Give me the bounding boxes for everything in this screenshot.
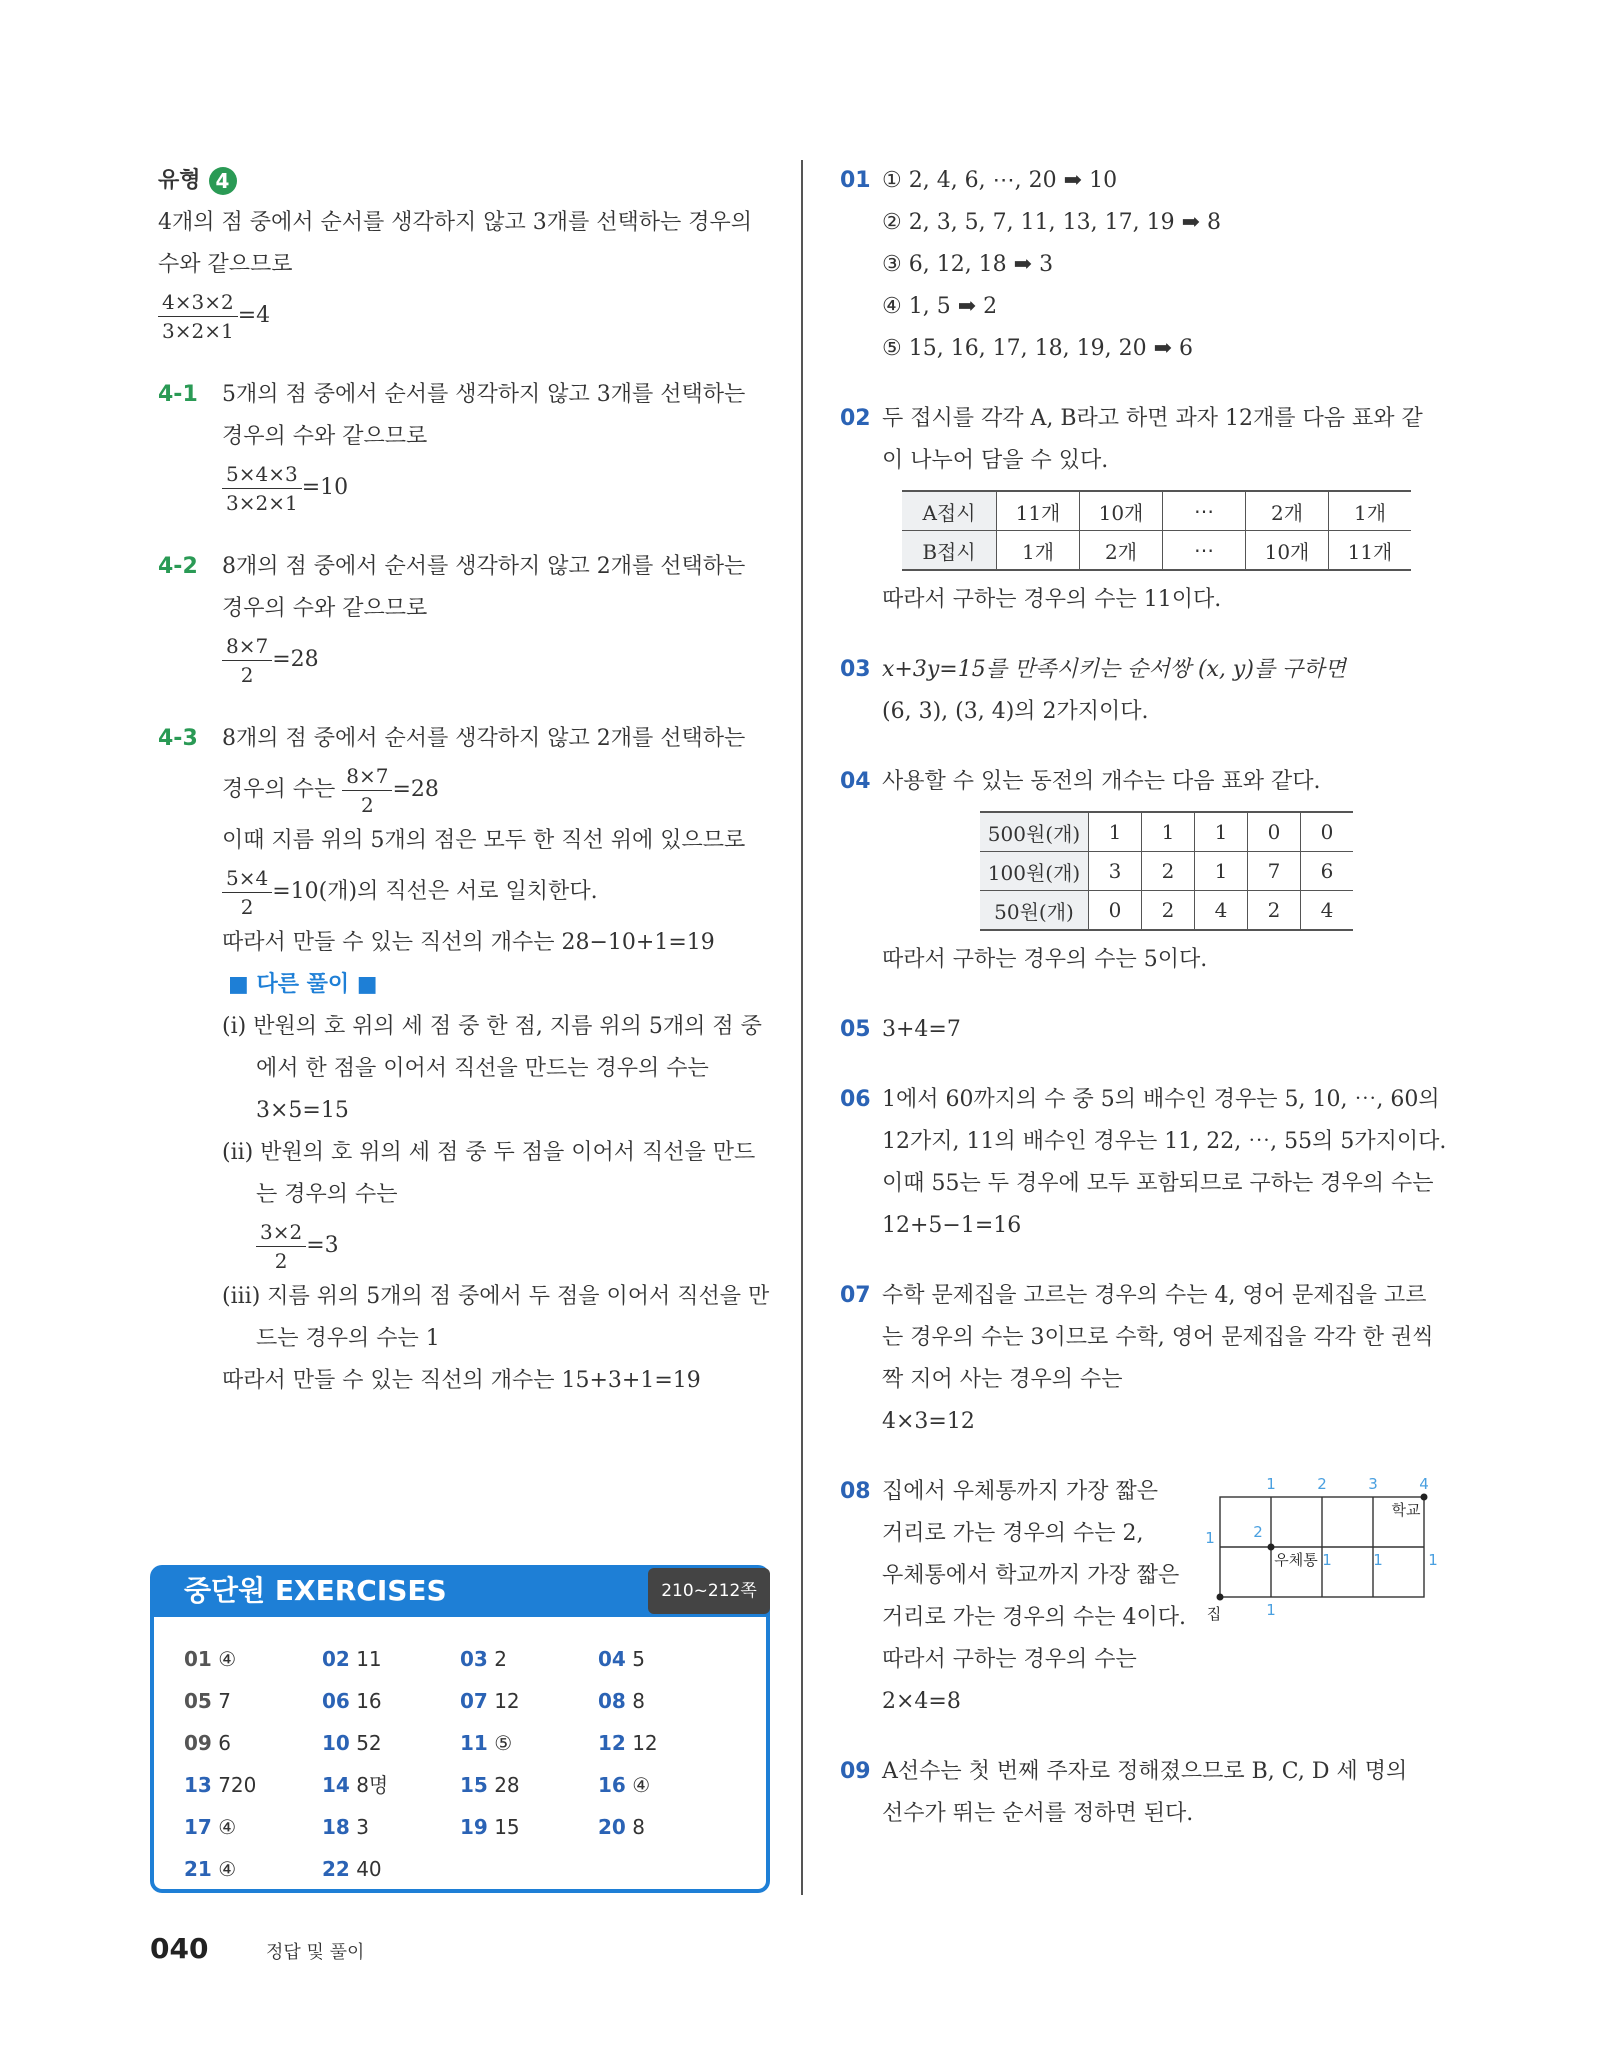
plates-table-cell: 2개 bbox=[1246, 491, 1329, 531]
answer-number: 07 bbox=[840, 1283, 871, 1308]
text-line: A선수는 첫 번째 주자로 정해졌으므로 B, C, D 세 명의 bbox=[882, 1759, 1408, 1784]
exercise-answer: 15 bbox=[487, 1815, 520, 1839]
exercise-answer-item bbox=[322, 1807, 460, 1847]
fraction-numerator: 4×3×2 bbox=[158, 288, 238, 317]
text-line: 8개의 점 중에서 순서를 생각하지 않고 2개를 선택하는 bbox=[222, 726, 746, 751]
exercise-answer-item bbox=[598, 1639, 736, 1679]
type-heading bbox=[158, 160, 778, 202]
fraction-denominator: 3×2×1 bbox=[226, 490, 298, 515]
text-line: 우체통에서 학교까지 가장 짧은 bbox=[882, 1563, 1180, 1588]
text-line: 따라서 구하는 경우의 수는 bbox=[882, 1647, 1137, 1672]
coins-table-cell: 0 bbox=[1248, 812, 1301, 852]
answer-04 bbox=[840, 761, 1460, 981]
text-line: 12+5−1=16 bbox=[882, 1213, 1022, 1238]
fraction-result: =4 bbox=[237, 303, 271, 328]
count-two: 2 bbox=[1253, 1523, 1263, 1541]
answer-number: 03 bbox=[840, 657, 871, 682]
exercise-answer: 8명 bbox=[349, 1773, 389, 1797]
plates-table-cell: ⋯ bbox=[1163, 531, 1246, 571]
count-top-4: 4 bbox=[1419, 1475, 1429, 1493]
exercise-number: 20 bbox=[598, 1815, 626, 1839]
exercise-answer: ④ bbox=[625, 1773, 651, 1797]
exercise-number: 18 bbox=[322, 1815, 350, 1839]
exercise-answer-item bbox=[460, 1723, 598, 1763]
coins-table-cell: 1 bbox=[1195, 852, 1248, 891]
coins-table bbox=[980, 811, 1353, 931]
exercise-answer: 8 bbox=[625, 1815, 645, 1839]
type-label: 유형 bbox=[158, 168, 201, 193]
count-top-1: 1 bbox=[1266, 1475, 1276, 1493]
answer-number: 04 bbox=[840, 769, 871, 794]
fraction-numerator: 3×2 bbox=[256, 1218, 306, 1247]
exercise-number: 07 bbox=[460, 1689, 488, 1713]
count-left-1: 1 bbox=[1205, 1529, 1215, 1547]
exercise-answer-item bbox=[322, 1765, 460, 1805]
text-line: ② 2, 3, 5, 7, 11, 13, 17, 19 ➡ 8 bbox=[882, 210, 1222, 235]
count-mid-2: 1 bbox=[1373, 1551, 1383, 1569]
coins-table-cell: 7 bbox=[1248, 852, 1301, 891]
fraction-line bbox=[222, 760, 778, 820]
right-column bbox=[840, 160, 1460, 1835]
text-line: ④ 1, 5 ➡ 2 bbox=[882, 294, 998, 319]
left-column bbox=[158, 160, 778, 1402]
exercise-answer-item bbox=[322, 1639, 460, 1679]
answer-05 bbox=[840, 1009, 1460, 1051]
text-line: 따라서 구하는 경우의 수는 11이다. bbox=[882, 587, 1222, 612]
answer-07 bbox=[840, 1275, 1460, 1443]
exercise-answer-item bbox=[460, 1807, 598, 1847]
exercise-number: 01 bbox=[184, 1647, 212, 1671]
text-line: (6, 3), (3, 4)의 2가지이다. bbox=[882, 699, 1149, 724]
exercise-answer-item bbox=[322, 1849, 460, 1889]
exercises-grid bbox=[184, 1639, 736, 1889]
problem-4-2 bbox=[158, 546, 778, 690]
problem-label: 4-2 bbox=[158, 554, 198, 579]
answer-02 bbox=[840, 398, 1460, 621]
exercises-answer-box bbox=[150, 1617, 770, 1893]
exercise-number: 16 bbox=[598, 1773, 626, 1797]
plates-table-cell: 11개 bbox=[1329, 531, 1412, 571]
fraction-result: =3 bbox=[306, 1233, 339, 1258]
count-top-3: 3 bbox=[1368, 1475, 1378, 1493]
intro-fraction bbox=[158, 286, 778, 346]
exercise-answer: 3 bbox=[349, 1815, 369, 1839]
exercise-answer: 5 bbox=[625, 1647, 645, 1671]
exercise-number: 04 bbox=[598, 1647, 626, 1671]
exercise-answer: 720 bbox=[211, 1773, 257, 1797]
exercise-answer: 52 bbox=[349, 1731, 382, 1755]
plates-table-row-header: B접시 bbox=[902, 531, 997, 571]
text-line: 5개의 점 중에서 순서를 생각하지 않고 3개를 선택하는 bbox=[222, 382, 746, 407]
fraction-numerator: 5×4×3 bbox=[222, 460, 302, 489]
exercise-answer-item bbox=[184, 1807, 322, 1847]
fraction-denominator: 2 bbox=[240, 662, 254, 687]
answer-09 bbox=[840, 1751, 1460, 1835]
exercise-answer-item bbox=[184, 1639, 322, 1679]
text-line: (ⅱ) 반원의 호 위의 세 점 중 두 점을 이어서 직선을 만드 bbox=[222, 1140, 756, 1165]
coins-table-cell: 0 bbox=[1301, 812, 1354, 852]
exercise-answer: 11 bbox=[349, 1647, 382, 1671]
text-line: 12가지, 11의 배수인 경우는 11, 22, ⋯, 55의 5가지이다. bbox=[882, 1129, 1447, 1154]
exercise-answer: 28 bbox=[487, 1773, 520, 1797]
text-line: 선수가 뛰는 순서를 정하면 된다. bbox=[882, 1801, 1194, 1826]
coins-table-row-header: 500원(개) bbox=[980, 812, 1089, 852]
fraction-line bbox=[222, 630, 778, 690]
plates-table-cell: 1개 bbox=[1329, 491, 1412, 531]
exercise-answer-item bbox=[184, 1849, 322, 1889]
coins-table-cell: 4 bbox=[1195, 891, 1248, 931]
text-line: 2×4=8 bbox=[882, 1689, 961, 1714]
footer-label: 정답 및 풀이 bbox=[266, 1942, 365, 1963]
text-line: 1에서 60까지의 수 중 5의 배수인 경우는 5, 10, ⋯, 60의 bbox=[882, 1087, 1440, 1112]
answer-08 bbox=[840, 1471, 1460, 1723]
text-line: 는 경우의 수는 3이므로 수학, 영어 문제집을 각각 한 권씩 bbox=[882, 1325, 1434, 1350]
fraction-result: =28 bbox=[272, 647, 319, 672]
text-line: 이때 55는 두 경우에 모두 포함되므로 구하는 경우의 수는 bbox=[882, 1171, 1434, 1196]
text-line: 드는 경우의 수는 1 bbox=[256, 1326, 440, 1351]
exercise-answer-item bbox=[598, 1681, 736, 1721]
fraction-denominator: 3×2×1 bbox=[162, 318, 234, 343]
fraction-result: =10 bbox=[301, 475, 349, 500]
answer-number: 09 bbox=[840, 1759, 871, 1784]
text-line: 짝 지어 사는 경우의 수는 bbox=[882, 1367, 1123, 1392]
coins-table-cell: 1 bbox=[1089, 812, 1142, 852]
answer-number: 06 bbox=[840, 1087, 871, 1112]
exercise-number: 05 bbox=[184, 1689, 212, 1713]
exercise-answer-item bbox=[184, 1765, 322, 1805]
plates-table bbox=[902, 490, 1411, 571]
text-line: 3×5=15 bbox=[256, 1098, 349, 1123]
text-line: 이 나누어 담을 수 있다. bbox=[882, 448, 1109, 473]
plates-table-cell: 2개 bbox=[1080, 531, 1163, 571]
fraction-numerator: 8×7 bbox=[342, 762, 392, 791]
exercise-answer: ④ bbox=[211, 1815, 237, 1839]
count-mid-3: 1 bbox=[1428, 1551, 1438, 1569]
fraction-numerator: 8×7 bbox=[222, 632, 272, 661]
plates-table-cell: 1개 bbox=[997, 531, 1080, 571]
exercise-answer-item bbox=[460, 1681, 598, 1721]
fraction-numerator: 5×4 bbox=[222, 864, 272, 893]
exercise-number: 11 bbox=[460, 1731, 488, 1755]
answer-number: 02 bbox=[840, 406, 871, 431]
exercise-answer: 2 bbox=[487, 1647, 507, 1671]
fraction-denominator: 2 bbox=[240, 894, 254, 919]
page-number: 040 bbox=[150, 1932, 209, 1965]
exercise-answer: 40 bbox=[349, 1857, 382, 1881]
text-line: 는 경우의 수는 bbox=[256, 1182, 398, 1207]
coins-table-cell: 6 bbox=[1301, 852, 1354, 891]
alternative-solution-label: ■ 다른 풀이 ■ bbox=[228, 972, 378, 997]
exercises-title: 중단원 EXERCISES bbox=[150, 1565, 770, 1617]
exercise-answer-item bbox=[598, 1807, 736, 1847]
exercise-number: 13 bbox=[184, 1773, 212, 1797]
coins-table-cell: 2 bbox=[1248, 891, 1301, 931]
exercise-answer-item bbox=[184, 1681, 322, 1721]
postbox-label: 우체통 bbox=[1274, 1551, 1318, 1569]
coins-table-cell: 4 bbox=[1301, 891, 1354, 931]
problem-label: 4-3 bbox=[158, 726, 198, 751]
exercise-answer: 6 bbox=[211, 1731, 231, 1755]
exercises-page-tag: 210~212쪽 bbox=[648, 1568, 770, 1614]
text-span: 경우의 수는 bbox=[222, 777, 336, 802]
text-line: 에서 한 점을 이어서 직선을 만드는 경우의 수는 bbox=[256, 1056, 709, 1081]
text-line: 이때 지름 위의 5개의 점은 모두 한 직선 위에 있으므로 bbox=[222, 828, 746, 853]
fraction-denominator: 2 bbox=[361, 792, 374, 817]
exercise-number: 14 bbox=[322, 1773, 350, 1797]
text-line: 따라서 구하는 경우의 수는 5이다. bbox=[882, 947, 1208, 972]
text-line: 8개의 점 중에서 순서를 생각하지 않고 2개를 선택하는 bbox=[222, 554, 746, 579]
count-mid-1: 1 bbox=[1322, 1551, 1332, 1569]
coins-table-cell: 3 bbox=[1089, 852, 1142, 891]
exercise-number: 08 bbox=[598, 1689, 626, 1713]
text-line: 4×3=12 bbox=[882, 1409, 975, 1434]
coins-table-cell: 1 bbox=[1195, 812, 1248, 852]
exercise-number: 02 bbox=[322, 1647, 350, 1671]
intro-line-2: 수와 같으므로 bbox=[158, 252, 293, 277]
exercise-answer-item bbox=[598, 1723, 736, 1763]
coins-table-cell: 0 bbox=[1089, 891, 1142, 931]
plates-table-row-header: A접시 bbox=[902, 491, 997, 531]
text-line: 3+4=7 bbox=[882, 1017, 961, 1042]
route-grid-figure bbox=[1196, 1471, 1436, 1631]
plates-table-cell: ⋯ bbox=[1163, 491, 1246, 531]
exercise-number: 21 bbox=[184, 1857, 212, 1881]
coins-table-row-header: 100원(개) bbox=[980, 852, 1089, 891]
exercise-number: 12 bbox=[598, 1731, 626, 1755]
exercise-answer-item bbox=[598, 1765, 736, 1805]
answer-06 bbox=[840, 1079, 1460, 1247]
text-line: ③ 6, 12, 18 ➡ 3 bbox=[882, 252, 1054, 277]
type-number-badge: 4 bbox=[209, 167, 237, 195]
fraction-line bbox=[222, 458, 778, 518]
fraction-line bbox=[222, 1216, 778, 1276]
exercise-answer: 12 bbox=[625, 1731, 658, 1755]
exercise-answer: ④ bbox=[211, 1857, 237, 1881]
exercise-answer: 7 bbox=[211, 1689, 231, 1713]
text-line: x+3y=15를 만족시키는 순서쌍 (x, y)를 구하면 bbox=[882, 657, 1346, 682]
plates-table-cell: 11개 bbox=[997, 491, 1080, 531]
exercise-number: 06 bbox=[322, 1689, 350, 1713]
exercise-answer-item bbox=[322, 1723, 460, 1763]
count-top-2: 2 bbox=[1317, 1475, 1327, 1493]
answer-01 bbox=[840, 160, 1460, 370]
column-divider bbox=[801, 160, 803, 1895]
fraction-denominator: 2 bbox=[274, 1248, 288, 1273]
intro-line-1: 4개의 점 중에서 순서를 생각하지 않고 3개를 선택하는 경우의 bbox=[158, 210, 752, 235]
home-label: 집 bbox=[1206, 1605, 1222, 1623]
count-bottom-1: 1 bbox=[1266, 1601, 1276, 1619]
text-line: (ⅲ) 지름 위의 5개의 점 중에서 두 점을 이어서 직선을 만 bbox=[222, 1284, 770, 1309]
exercise-number: 22 bbox=[322, 1857, 350, 1881]
coins-table-row-header: 50원(개) bbox=[980, 891, 1089, 931]
exercise-answer: ⑤ bbox=[487, 1731, 513, 1755]
exercise-answer-item bbox=[184, 1723, 322, 1763]
coins-table-cell: 2 bbox=[1142, 852, 1195, 891]
text-line: 사용할 수 있는 동전의 개수는 다음 표와 같다. bbox=[882, 769, 1321, 794]
exercise-number: 15 bbox=[460, 1773, 488, 1797]
text-line: 경우의 수와 같으므로 bbox=[222, 596, 428, 621]
exercise-answer-item bbox=[460, 1639, 598, 1679]
plates-table-cell: 10개 bbox=[1080, 491, 1163, 531]
exercise-answer: 16 bbox=[349, 1689, 382, 1713]
exercise-answer: ④ bbox=[211, 1647, 237, 1671]
text-line: 따라서 만들 수 있는 직선의 개수는 28−10+1=19 bbox=[222, 930, 715, 955]
text-line: (ⅰ) 반원의 호 위의 세 점 중 한 점, 지름 위의 5개의 점 중 bbox=[222, 1014, 762, 1039]
problem-label: 4-1 bbox=[158, 382, 198, 407]
coins-table-cell: 2 bbox=[1142, 891, 1195, 931]
answer-number: 05 bbox=[840, 1017, 871, 1042]
answer-number: 08 bbox=[840, 1479, 871, 1504]
problem-4-3 bbox=[158, 718, 778, 1402]
exercise-answer: 12 bbox=[487, 1689, 520, 1713]
coins-table-cell: 1 bbox=[1142, 812, 1195, 852]
exercise-number: 17 bbox=[184, 1815, 212, 1839]
exercise-number: 19 bbox=[460, 1815, 488, 1839]
text-line: ⑤ 15, 16, 17, 18, 19, 20 ➡ 6 bbox=[882, 336, 1194, 361]
exercise-number: 10 bbox=[322, 1731, 350, 1755]
text-line: 두 접시를 각각 A, B라고 하면 과자 12개를 다음 표와 같 bbox=[882, 406, 1423, 431]
text-line: 경우의 수와 같으므로 bbox=[222, 424, 428, 449]
exercise-answer-item bbox=[322, 1681, 460, 1721]
text-line: 집에서 우체통까지 가장 짧은 bbox=[882, 1479, 1159, 1504]
text-line: ① 2, 4, 6, ⋯, 20 ➡ 10 bbox=[882, 168, 1118, 193]
plates-table-cell: 10개 bbox=[1246, 531, 1329, 571]
text-line: 따라서 만들 수 있는 직선의 개수는 15+3+1=19 bbox=[222, 1368, 701, 1393]
fraction-line bbox=[222, 862, 778, 922]
text-line: 거리로 가는 경우의 수는 2, bbox=[882, 1521, 1144, 1546]
exercise-answer-item bbox=[460, 1765, 598, 1805]
text-line: 거리로 가는 경우의 수는 4이다. bbox=[882, 1605, 1186, 1630]
answer-number: 01 bbox=[840, 168, 871, 193]
school-label: 학교 bbox=[1391, 1501, 1421, 1519]
text-line: 수학 문제집을 고르는 경우의 수는 4, 영어 문제집을 고르 bbox=[882, 1283, 1427, 1308]
fraction-result: =28 bbox=[392, 777, 439, 802]
fraction-result: =10(개)의 직선은 서로 일치한다. bbox=[272, 879, 598, 904]
exercise-answer: 8 bbox=[625, 1689, 645, 1713]
answer-03 bbox=[840, 649, 1460, 733]
exercise-number: 03 bbox=[460, 1647, 488, 1671]
problem-4-1 bbox=[158, 374, 778, 518]
exercise-number: 09 bbox=[184, 1731, 212, 1755]
